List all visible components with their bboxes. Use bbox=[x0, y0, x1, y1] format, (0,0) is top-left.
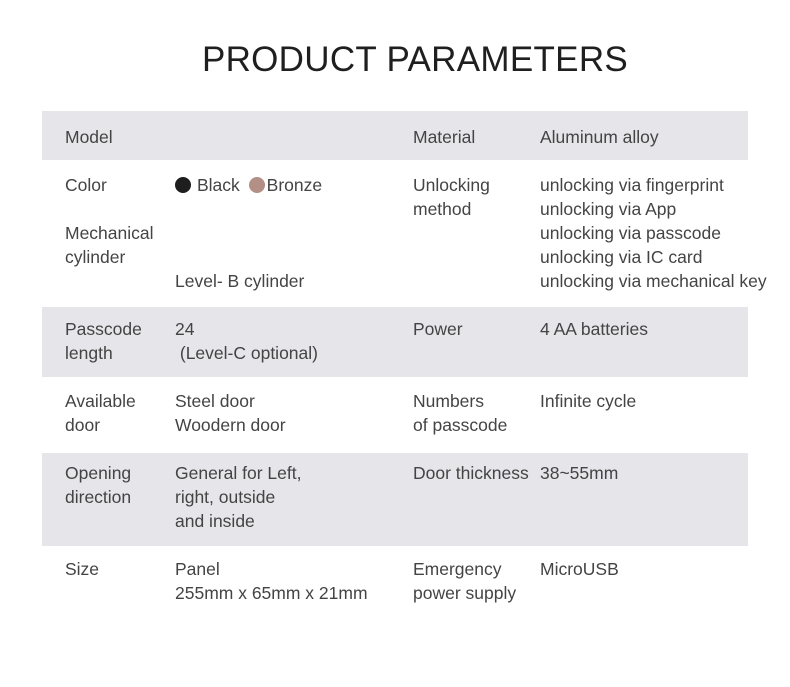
size-label: Size bbox=[65, 559, 100, 579]
color-option-black bbox=[175, 173, 240, 197]
size-value bbox=[175, 557, 368, 605]
emergency-label-line: Emergency bbox=[413, 559, 502, 579]
available-door-value-line: Woodern door bbox=[175, 415, 286, 435]
black-swatch-icon bbox=[175, 177, 191, 193]
mechanical-label-line: cylinder bbox=[65, 247, 126, 267]
unlocking-label-line: method bbox=[413, 199, 472, 219]
power-label: Power bbox=[413, 319, 463, 339]
opening-label bbox=[65, 461, 131, 509]
numbers-passcode-label bbox=[413, 389, 507, 437]
emergency-label bbox=[413, 557, 516, 605]
emergency-value: MicroUSB bbox=[540, 559, 619, 579]
color-option-bronze bbox=[249, 173, 322, 197]
color-option-label: Bronze bbox=[266, 175, 323, 195]
opening-value-line: General for Left, bbox=[175, 463, 302, 483]
size-value-line: Panel bbox=[175, 559, 220, 579]
unlocking-value: unlocking via mechanical key bbox=[540, 271, 767, 291]
power-value: 4 AA batteries bbox=[540, 319, 648, 339]
available-door-label bbox=[65, 389, 136, 437]
unlocking-value: unlocking via passcode bbox=[540, 223, 721, 243]
available-door-value bbox=[175, 389, 286, 437]
opening-value bbox=[175, 461, 301, 533]
mechanical-value-line: (Level-C optional) bbox=[175, 343, 318, 363]
material-label: Material bbox=[413, 127, 476, 147]
model-label: Model bbox=[65, 127, 113, 147]
mechanical-label-line: Mechanical bbox=[65, 223, 154, 243]
available-door-label-line: Available bbox=[65, 391, 136, 411]
size-value-line: 255mm x 65mm x 21mm bbox=[175, 583, 368, 603]
opening-label-line: Opening bbox=[65, 463, 132, 483]
unlocking-label bbox=[413, 173, 490, 221]
unlocking-label-line: Unlocking bbox=[413, 175, 490, 195]
mechanical-label bbox=[65, 221, 154, 269]
available-door-value-line: Steel door bbox=[175, 391, 255, 411]
page-title: PRODUCT PARAMETERS bbox=[201, 40, 629, 79]
passcode-length-label-line: length bbox=[65, 343, 113, 363]
numbers-passcode-value: Infinite cycle bbox=[540, 391, 637, 411]
unlocking-value: unlocking via App bbox=[540, 199, 677, 219]
door-thickness-value: 38~55mm bbox=[540, 463, 619, 483]
unlocking-value: unlocking via fingerprint bbox=[540, 175, 724, 195]
numbers-passcode-label-line: of passcode bbox=[413, 415, 508, 435]
bronze-swatch-icon bbox=[249, 177, 265, 193]
opening-value-line: right, outside bbox=[175, 487, 276, 507]
passcode-length-label bbox=[65, 317, 142, 365]
passcode-length-value: 24 bbox=[175, 319, 195, 339]
mechanical-value bbox=[175, 221, 318, 389]
color-option-label: Black bbox=[197, 175, 240, 195]
mechanical-value-line: Level- B cylinder bbox=[175, 271, 305, 291]
passcode-length-label-line: Passcode bbox=[65, 319, 142, 339]
available-door-label-line: door bbox=[65, 415, 101, 435]
emergency-label-line: power supply bbox=[413, 583, 517, 603]
color-options bbox=[175, 173, 326, 197]
numbers-passcode-label-line: Numbers bbox=[413, 391, 484, 411]
door-thickness-label: Door thickness bbox=[413, 463, 529, 483]
unlocking-values bbox=[540, 173, 767, 293]
opening-value-line: and inside bbox=[175, 511, 255, 531]
color-label: Color bbox=[65, 175, 107, 195]
unlocking-value: unlocking via IC card bbox=[540, 247, 703, 267]
material-value: Aluminum alloy bbox=[540, 127, 659, 147]
opening-label-line: direction bbox=[65, 487, 132, 507]
row-band-opening bbox=[42, 453, 748, 546]
